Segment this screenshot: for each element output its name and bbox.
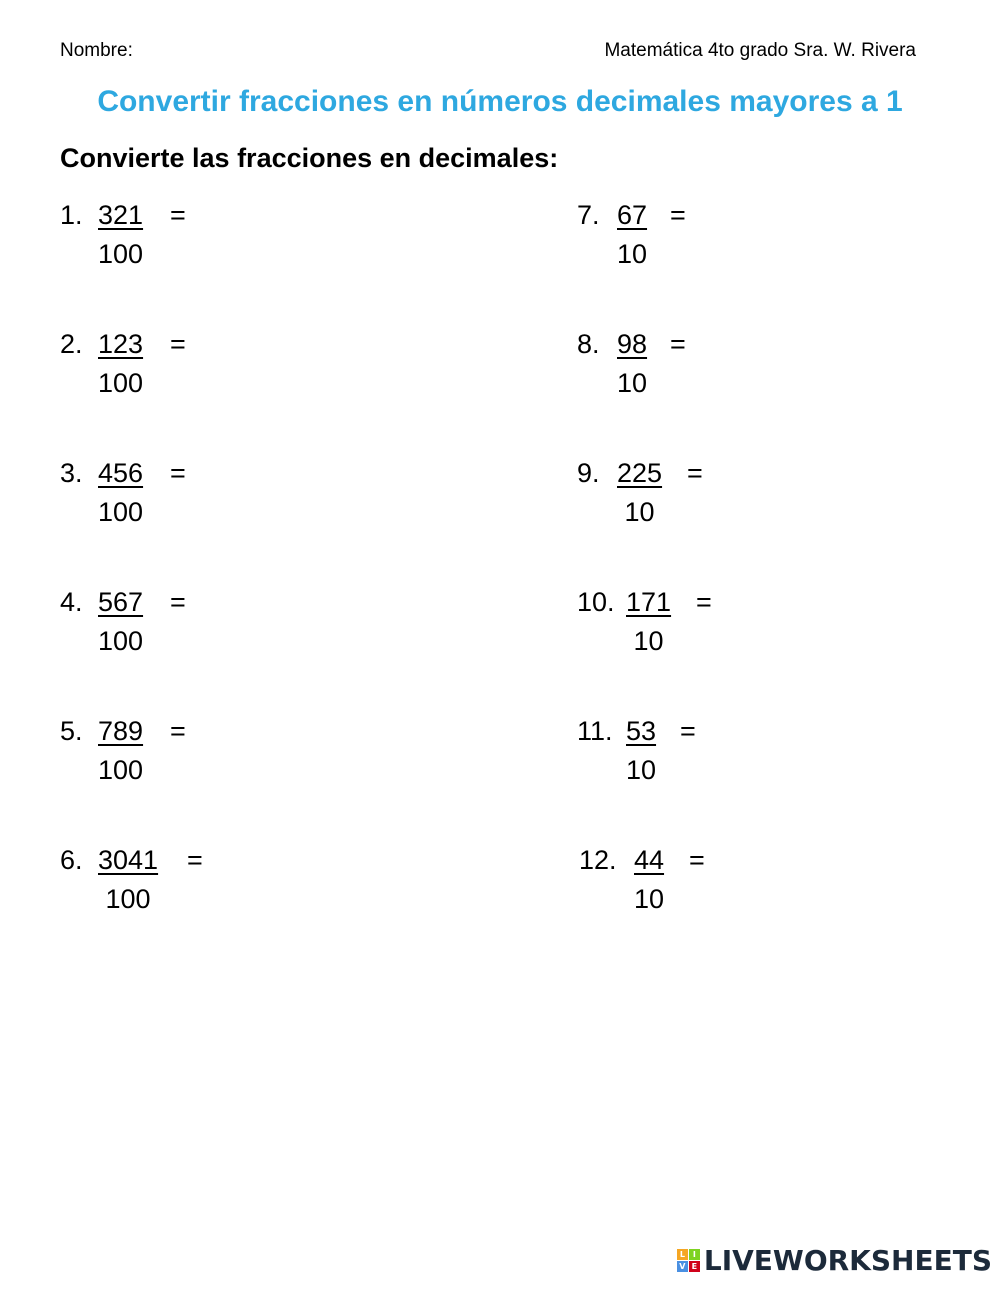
- equals-sign: =: [170, 716, 186, 746]
- fraction: [96, 200, 145, 270]
- problem-number: 1.: [60, 200, 83, 230]
- problem-number: 3.: [60, 458, 83, 488]
- numerator: 225: [617, 458, 663, 488]
- denominator: 100: [98, 755, 144, 785]
- fraction: [96, 587, 145, 657]
- fraction: [96, 329, 145, 399]
- equals-sign: =: [170, 200, 186, 230]
- equals-sign: =: [687, 458, 703, 488]
- fraction: [615, 329, 649, 399]
- equals-sign: =: [670, 200, 686, 230]
- fraction: [96, 845, 160, 915]
- equals-sign: =: [170, 458, 186, 488]
- logo-mark-icon: [677, 1249, 700, 1272]
- logo-mark-v: V: [677, 1261, 688, 1272]
- numerator: 98: [617, 329, 648, 359]
- problem-number: 12.: [579, 845, 617, 875]
- numerator: 321: [98, 200, 144, 230]
- problem-number: 7.: [577, 200, 600, 230]
- fraction: [624, 716, 658, 786]
- problem-3: [60, 458, 360, 548]
- numerator: 53: [626, 716, 657, 746]
- denominator: 10: [624, 497, 655, 527]
- logo-mark-e: E: [689, 1261, 700, 1272]
- equals-sign: =: [689, 845, 705, 875]
- problem-number: 9.: [577, 458, 600, 488]
- denominator: 100: [98, 497, 144, 527]
- denominator: 100: [98, 626, 144, 656]
- denominator: 10: [617, 239, 648, 269]
- instructions: Convierte las fracciones en decimales:: [60, 143, 559, 173]
- logo-mark-l: L: [677, 1249, 688, 1260]
- logo-text: LIVEWORKSHEETS: [703, 1244, 992, 1277]
- problem-number: 11.: [577, 716, 613, 746]
- problem-number: 6.: [60, 845, 83, 875]
- problem-4: [60, 587, 360, 677]
- numerator: 456: [98, 458, 144, 488]
- denominator: 10: [626, 755, 657, 785]
- fraction: [96, 716, 145, 786]
- denominator: 100: [98, 239, 144, 269]
- equals-sign: =: [170, 587, 186, 617]
- denominator: 10: [617, 368, 648, 398]
- denominator: 100: [105, 884, 151, 914]
- problem-number: 5.: [60, 716, 83, 746]
- numerator: 44: [634, 845, 665, 875]
- fraction: [615, 458, 664, 528]
- problem-7: [577, 200, 877, 290]
- problem-10: [577, 587, 877, 677]
- problem-12: [579, 845, 879, 935]
- numerator: 123: [98, 329, 144, 359]
- equals-sign: =: [187, 845, 203, 875]
- worksheet-title: Convertir fracciones en números decimales mayores a 1: [97, 85, 903, 118]
- fraction: [624, 587, 673, 657]
- numerator: 789: [98, 716, 144, 746]
- problem-11: [577, 716, 877, 806]
- equals-sign: =: [696, 587, 712, 617]
- denominator: 10: [634, 884, 665, 914]
- problem-number: 8.: [577, 329, 600, 359]
- denominator: 10: [633, 626, 664, 656]
- problem-5: [60, 716, 360, 806]
- numerator: 3041: [98, 845, 159, 875]
- course-info: Matemática 4to grado Sra. W. Rivera: [604, 40, 916, 61]
- problem-8: [577, 329, 877, 419]
- problem-number: 10.: [577, 587, 615, 617]
- problem-6: [60, 845, 360, 935]
- numerator: 567: [98, 587, 144, 617]
- equals-sign: =: [680, 716, 696, 746]
- liveworksheets-logo: [677, 1244, 992, 1277]
- problem-number: 2.: [60, 329, 83, 359]
- fraction: [632, 845, 666, 915]
- numerator: 171: [626, 587, 672, 617]
- logo-mark-i: I: [689, 1249, 700, 1260]
- equals-sign: =: [670, 329, 686, 359]
- problem-9: [577, 458, 877, 548]
- equals-sign: =: [170, 329, 186, 359]
- problem-2: [60, 329, 360, 419]
- problem-number: 4.: [60, 587, 83, 617]
- fraction: [96, 458, 145, 528]
- denominator: 100: [98, 368, 144, 398]
- name-label: Nombre:: [60, 40, 133, 61]
- fraction: [615, 200, 649, 270]
- numerator: 67: [617, 200, 648, 230]
- problem-1: [60, 200, 360, 290]
